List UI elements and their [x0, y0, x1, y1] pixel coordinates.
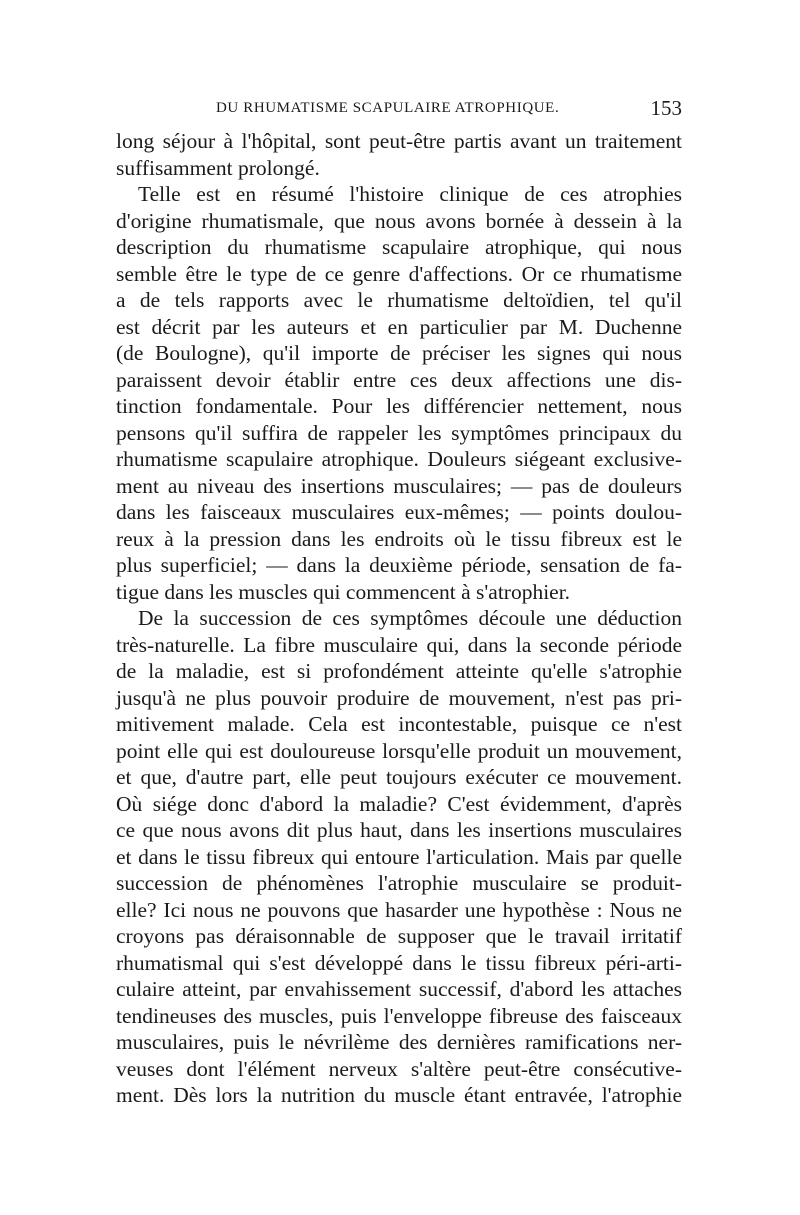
- text-line: description du rhumatisme scapulaire atrophique, qui nous: [116, 235, 682, 259]
- text-line: a de tels rapports avec le rhumatisme deltoïdien, tel qu'il: [116, 288, 682, 312]
- text-line: tinction fondamentale. Pour les différencier nettement, nous: [116, 394, 682, 418]
- text-line: jusqu'à ne plus pouvoir produire de mouvement, n'est pas pri-: [116, 685, 682, 710]
- text-line: très-naturelle. La fibre musculaire qui, dans la seconde période: [116, 632, 682, 657]
- text-line: tendineuses des muscles, puis l'enveloppe fibreuse des faisceaux: [116, 1003, 682, 1028]
- text-line: De la succession de ces symptômes découle une déduction: [138, 606, 682, 630]
- text-line: tigue dans les muscles qui commencent à s'atrophier.: [116, 579, 571, 604]
- text-line: ce que nous avons dit plus haut, dans les insertions musculaires: [116, 818, 682, 842]
- running-head: [116, 96, 682, 122]
- text-line: et dans le tissu fibreux qui entoure l'articulation. Mais par quelle: [116, 844, 682, 869]
- text-line: mitivement malade. Cela est incontestable, puisque ce n'est: [116, 712, 682, 736]
- text-line: succession de phénomènes l'atrophie musculaire se produit-: [116, 871, 682, 895]
- text-line: elle? Ici nous ne pouvons que hasarder une hypothèse : Nous ne: [116, 897, 682, 922]
- text-line: et que, d'autre part, elle peut toujours exécuter ce mouvement.: [116, 765, 682, 789]
- text-line: ment au niveau des insertions musculaires; — pas de douleurs: [116, 473, 682, 498]
- text-line: dans les faisceaux musculaires eux-mêmes; — points doulou-: [116, 500, 682, 524]
- text-line: plus superficiel; — dans la deuxième période, sensation de fa-: [116, 553, 682, 577]
- text-line: Telle est en résumé l'histoire clinique de ces atrophies: [138, 182, 682, 206]
- text-line: ment. Dès lors la nutrition du muscle étant entravée, l'atrophie: [116, 1083, 682, 1107]
- page-number: 153: [650, 96, 682, 120]
- text-line: paraissent devoir établir entre ces deux affections une dis-: [116, 367, 682, 392]
- text-line: croyons pas déraisonnable de supposer que le travail irritatif: [116, 924, 682, 948]
- text-line: d'origine rhumatismale, que nous avons bornée à dessein à la: [116, 208, 682, 233]
- text-line: semble être le type de ce genre d'affections. Or ce rhumatisme: [116, 261, 682, 286]
- text-line: long séjour à l'hôpital, sont peut-être partis avant un traitement: [116, 129, 682, 153]
- text-line: reux à la pression dans les endroits où le tissu fibreux est le: [116, 526, 682, 551]
- text-line: pensons qu'il suffira de rappeler les symptômes principaux du: [116, 420, 682, 445]
- text-line: suffisamment prolongé.: [116, 155, 320, 180]
- text-line: musculaires, puis le névrilème des dernières ramifications ner-: [116, 1030, 682, 1054]
- text-line: (de Boulogne), qu'il importe de préciser les signes qui nous: [116, 341, 682, 365]
- text-line: culaire atteint, par envahissement successif, d'abord les attaches: [116, 977, 682, 1001]
- text-line: point elle qui est douloureuse lorsqu'elle produit un mouvement,: [116, 738, 682, 763]
- running-title: DU RHUMATISME SCAPULAIRE ATROPHIQUE.: [216, 100, 560, 116]
- text-line: Où siége donc d'abord la maladie? C'est évidemment, d'après: [116, 791, 682, 816]
- text-line: rhumatismal qui s'est développé dans le tissu fibreux péri-arti-: [116, 950, 682, 975]
- text-line: veuses dont l'élément nerveux s'altère peut-être consécutive-: [116, 1056, 682, 1081]
- body-text: [116, 128, 682, 1109]
- text-line: de la maladie, est si profondément atteinte qu'elle s'atrophie: [116, 659, 682, 683]
- text-line: rhumatisme scapulaire atrophique. Douleurs siégeant exclusive-: [116, 447, 682, 471]
- text-line: est décrit par les auteurs et en particulier par M. Duchenne: [116, 314, 682, 339]
